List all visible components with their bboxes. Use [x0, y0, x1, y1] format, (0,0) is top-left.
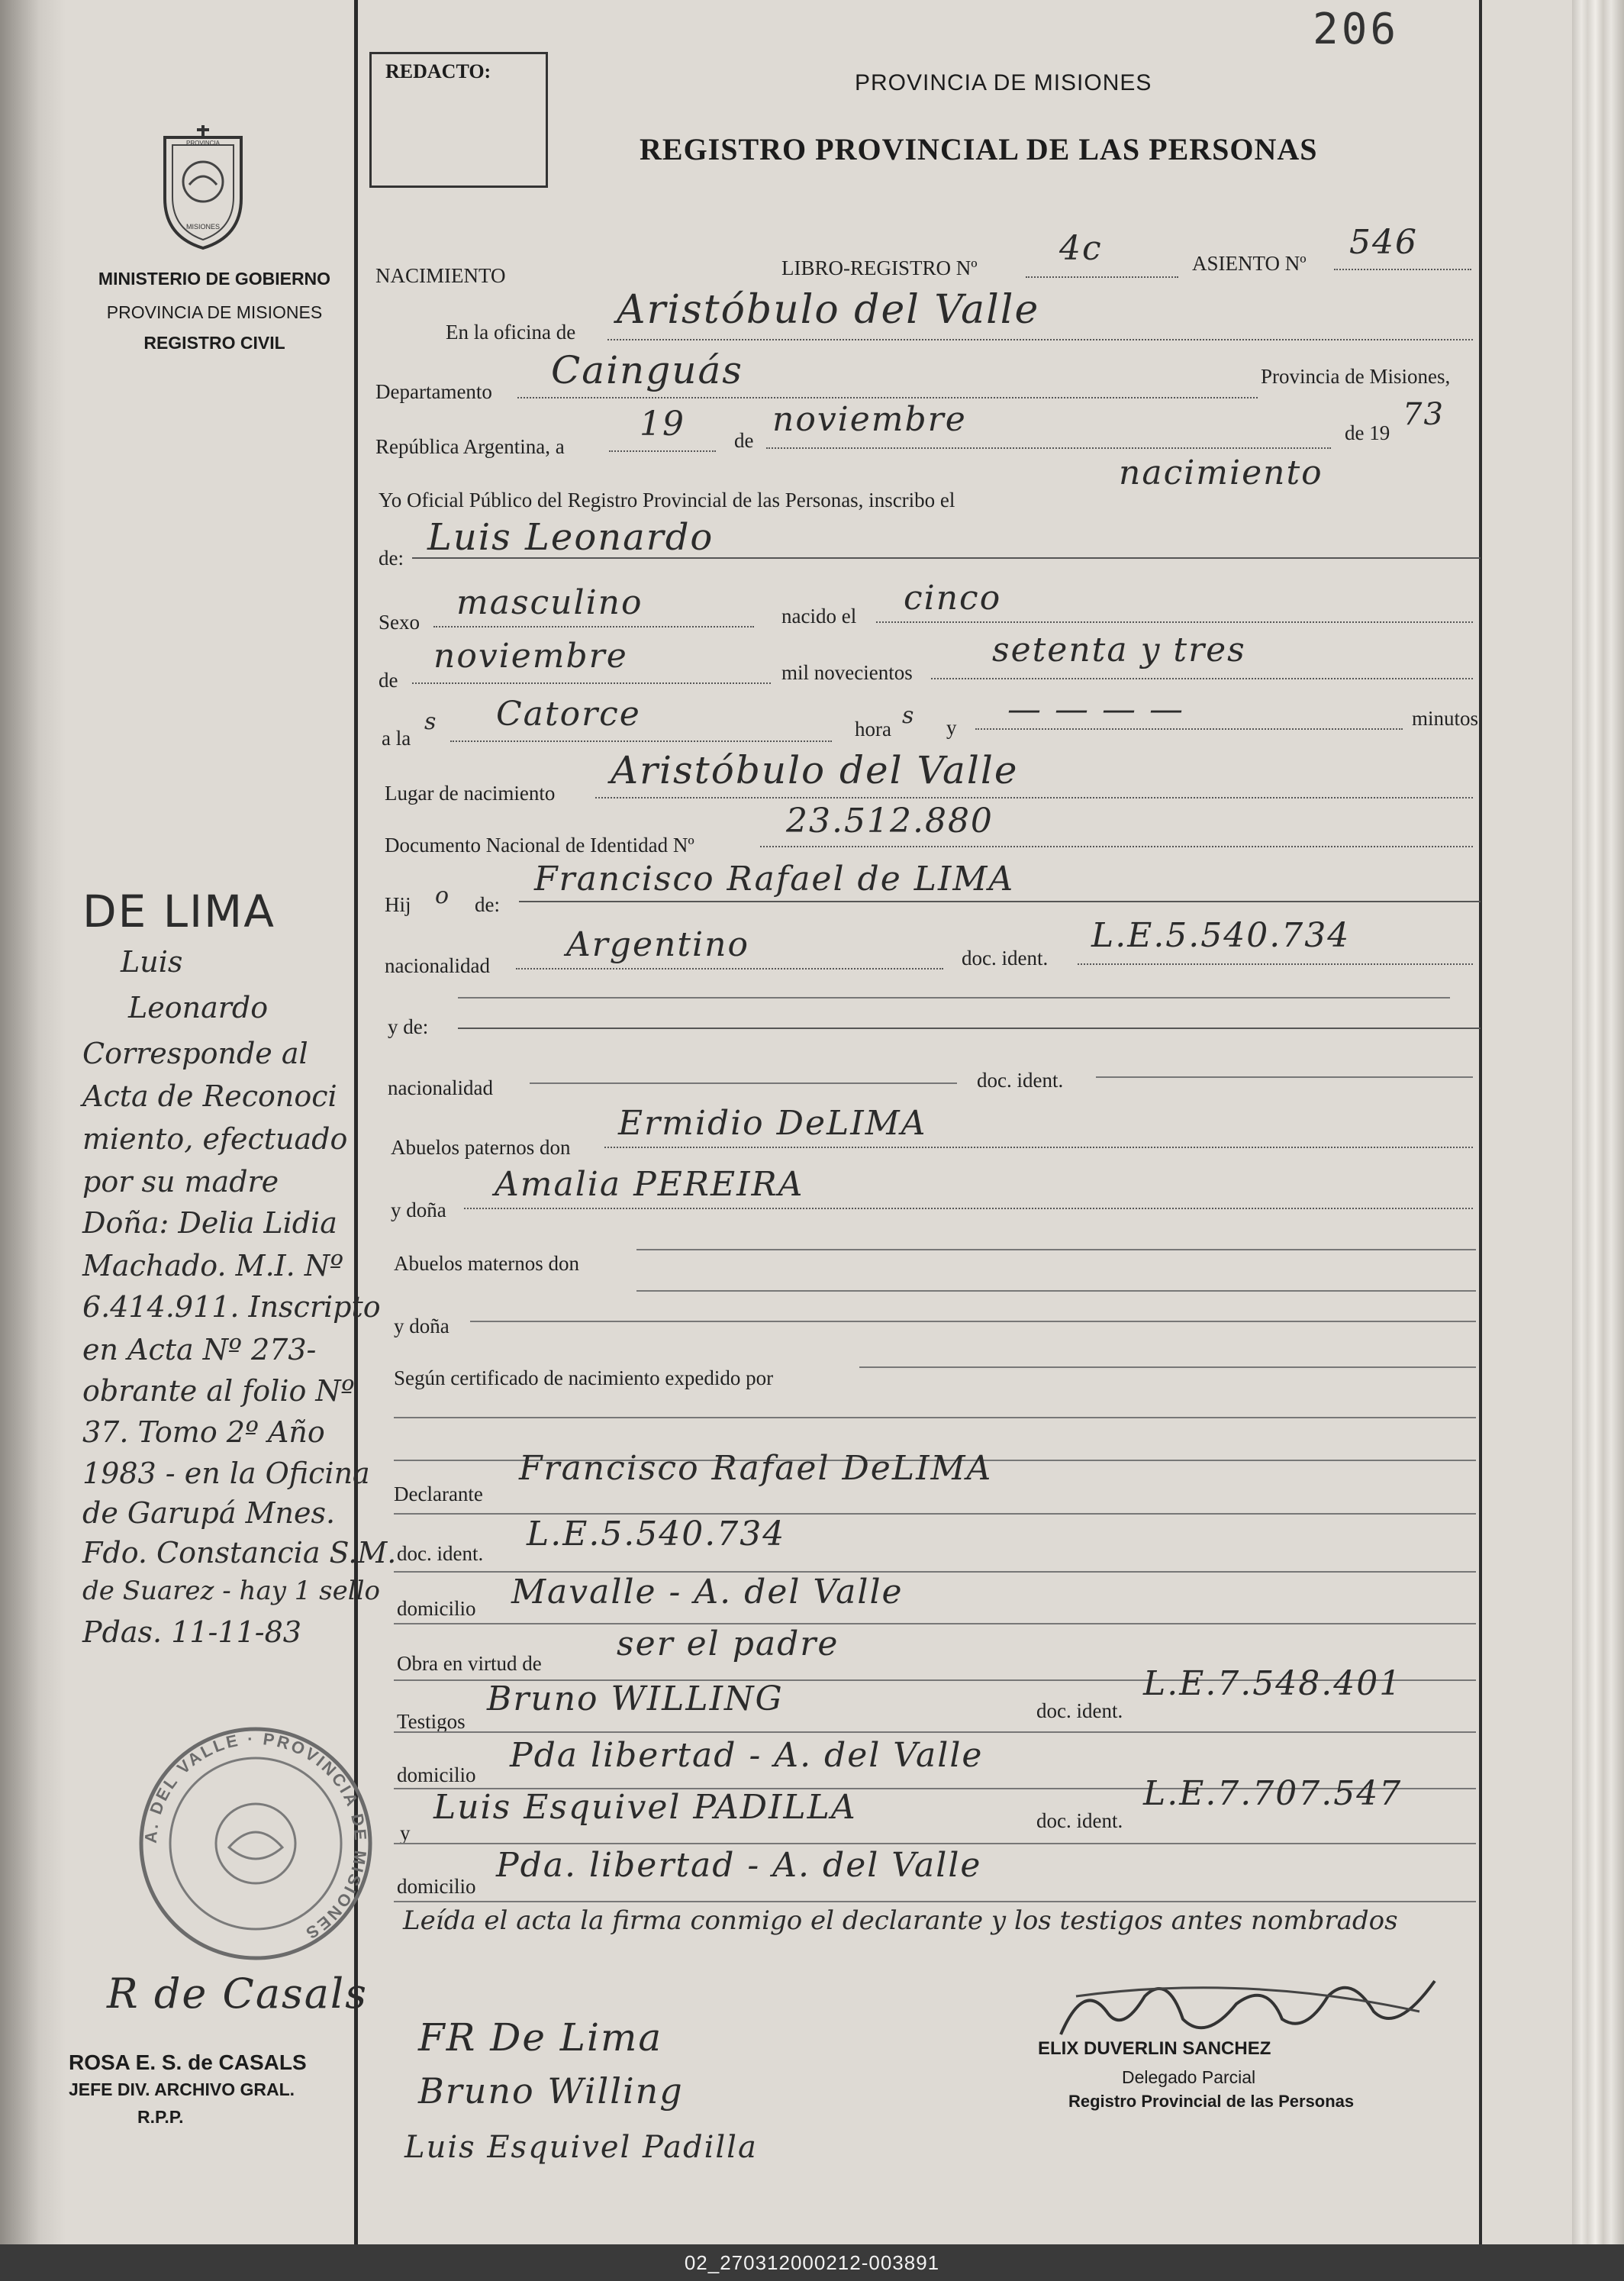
- nacido-line: [876, 621, 1473, 623]
- doc-ident-t2-label: doc. ident.: [1036, 1809, 1123, 1832]
- folio-number: 206: [1313, 5, 1400, 54]
- image-id-bar: [0, 2244, 1624, 2281]
- nombre-value: Luis Leonardo: [427, 516, 714, 559]
- left-province-label: PROVINCIA DE MISIONES: [106, 302, 323, 322]
- sexo-label: Sexo: [379, 611, 420, 634]
- doc-ident-2-line: [1096, 1076, 1473, 1078]
- dia-value: 19: [640, 405, 685, 444]
- mes-nac-line: [412, 682, 771, 684]
- anio-nac-line: [931, 678, 1473, 679]
- abuela-paterna-line: [464, 1208, 1473, 1209]
- nacionalidad-2-line: [530, 1082, 957, 1084]
- circular-stamp-icon: [130, 1718, 382, 1970]
- testigo1-signature: Bruno Willing: [418, 2070, 684, 2112]
- abuelos-maternos-label: Abuelos maternos don: [394, 1252, 579, 1275]
- asiento-line: [1334, 269, 1471, 270]
- margin-note-line: de Suarez - hay 1 sello: [82, 1576, 380, 1606]
- nacido-value: cinco: [904, 579, 1002, 618]
- oficina-label: En la oficina de: [446, 321, 576, 344]
- hora-suffix: s: [902, 702, 916, 729]
- redacto-box: [369, 52, 548, 188]
- lugar-line: [595, 797, 1473, 799]
- a-la-label: a la: [382, 727, 411, 750]
- testigo1-line: [394, 1731, 1476, 1733]
- madre-line: [458, 1028, 1481, 1029]
- certificado-line-2: [394, 1417, 1476, 1418]
- closing-text: Leída el acta la firma conmigo el declarante y los testigos antes nombrados: [403, 1905, 1398, 1936]
- chief-title: JEFE DIV. ARCHIVO GRAL.: [69, 2079, 295, 2099]
- svg-text:PROVINCIA: PROVINCIA: [185, 140, 221, 147]
- chief-abbr: R.P.P.: [137, 2107, 184, 2127]
- abuelo-materno-line: [636, 1249, 1476, 1250]
- nacimiento-label: NACIMIENTO: [375, 264, 506, 287]
- margin-note-line: Luis: [121, 945, 183, 979]
- civil-registry-label: REGISTRO CIVIL: [143, 333, 285, 353]
- testigo1-domicilio-value: Pda libertad - A. del Valle: [510, 1736, 984, 1775]
- testigo2-signature: Luis Esquivel Padilla: [404, 2130, 758, 2165]
- anio-value: 73: [1403, 397, 1445, 432]
- ministry-label: MINISTERIO DE GOBIERNO: [98, 269, 331, 289]
- official-title: Delegado Parcial: [1122, 2067, 1256, 2087]
- y-t2-label: y: [400, 1821, 411, 1844]
- svg-text:MISIONES: MISIONES: [185, 223, 221, 231]
- minutos-label: minutos: [1412, 707, 1479, 730]
- doc-ident-2-label: doc. ident.: [977, 1069, 1064, 1092]
- provincia-misiones-label: Provincia de Misiones,: [1261, 365, 1451, 388]
- testigos-label: Testigos: [397, 1710, 466, 1733]
- obra-en-virtud-label: Obra en virtud de: [397, 1652, 542, 1675]
- chief-name: ROSA E. S. de CASALS: [69, 2050, 307, 2074]
- departamento-label: Departamento: [375, 380, 492, 403]
- y-dona-label: y doña: [391, 1199, 446, 1221]
- hij-suffix: o: [435, 882, 451, 909]
- official-signature-icon: [1053, 1966, 1450, 2050]
- certificado-line: [859, 1366, 1476, 1368]
- sexo-line: [433, 626, 754, 628]
- declarante-domicilio-value: Mavalle - A. del Valle: [511, 1573, 904, 1612]
- domicilio-line: [394, 1623, 1476, 1624]
- asiento-label: ASIENTO Nº: [1192, 252, 1307, 275]
- doc-ident-t1-label: doc. ident.: [1036, 1699, 1123, 1722]
- declarante-signature: FR De Lima: [418, 2015, 663, 2060]
- margin-note-line: 6.414.911. Inscripto: [82, 1290, 381, 1324]
- y-de-label: y de:: [388, 1015, 429, 1038]
- abuela-materna-line: [470, 1321, 1476, 1322]
- minutos-value: — — — —: [1007, 690, 1184, 729]
- svg-text:A. DEL VALLE · PROVINCIA DE MI: A. DEL VALLE · PROVINCIA DE MISIONES: [140, 1728, 371, 1944]
- hij-de-label: de:: [475, 893, 500, 916]
- margin-note-line: Machado. M.I. Nº: [82, 1249, 343, 1282]
- padre-line: [519, 901, 1481, 902]
- libro-line: [1026, 276, 1178, 278]
- testigo1-doc-value: L.E.7.548.401: [1143, 1664, 1403, 1703]
- margin-note-line: por su madre: [82, 1165, 279, 1199]
- mil-novecientos-label: mil novecientos: [781, 661, 913, 684]
- margin-note: [82, 886, 397, 1657]
- abuelo-paterno-line: [604, 1147, 1473, 1148]
- nacionalidad-line: [516, 968, 943, 970]
- redacto-label: REDACTO:: [385, 60, 491, 82]
- testigo2-domicilio-line: [394, 1901, 1476, 1902]
- margin-note-line: Fdo. Constancia S.M.: [82, 1536, 397, 1570]
- margin-note-line: Doña: Delia Lidia: [82, 1206, 337, 1240]
- sexo-value: masculino: [456, 583, 643, 622]
- y-dona-2-label: y doña: [394, 1315, 450, 1337]
- testigo2-domicilio-value: Pda. libertad - A. del Valle: [496, 1846, 982, 1885]
- margin-note-line: de Garupá Mnes.: [82, 1496, 336, 1530]
- lugar-label: Lugar de nacimiento: [385, 782, 556, 805]
- declarante-value: Francisco Rafael DeLIMA: [519, 1449, 993, 1488]
- abuelo-materno-line-2: [636, 1290, 1476, 1292]
- dni-label: Documento Nacional de Identidad Nº: [385, 834, 694, 857]
- anio-nac-value: setenta y tres: [992, 631, 1246, 669]
- nacido-el-label: nacido el: [781, 605, 857, 628]
- y-label: y: [946, 716, 957, 739]
- image-id: 02_270312000212-003891: [684, 2250, 940, 2274]
- abuelo-paterno-value: Ermidio DeLIMA: [618, 1104, 927, 1143]
- margin-note-line: 37. Tomo 2º Año: [82, 1415, 325, 1449]
- de-mes-label: de: [379, 669, 398, 692]
- republica-label: República Argentina, a: [375, 435, 565, 458]
- hora-label: hora: [855, 718, 891, 740]
- abuela-paterna-value: Amalia PEREIRA: [495, 1165, 804, 1204]
- margin-signature: R de Casals: [107, 1970, 368, 2018]
- margin-note-line: DE LIMA: [82, 886, 276, 937]
- de-19-label: de 19: [1345, 421, 1390, 444]
- margin-note-line: 1983 - en la Oficina: [82, 1457, 370, 1490]
- a-la-suffix: s: [424, 708, 438, 735]
- libro-registro-label: LIBRO-REGISTRO Nº: [781, 256, 978, 279]
- testigo2-value: Luis Esquivel PADILLA: [433, 1788, 857, 1827]
- margin-note-line: Acta de Reconoci: [82, 1079, 337, 1113]
- departamento-value: Cainguás: [551, 348, 743, 392]
- margin-note-line: miento, efectuado: [82, 1122, 348, 1156]
- mes-line: [766, 447, 1331, 449]
- testigo1-value: Bruno WILLING: [487, 1679, 784, 1718]
- dni-value: 23.512.880: [786, 802, 994, 840]
- declarante-doc-value: L.E.5.540.734: [527, 1515, 786, 1553]
- nacionalidad-2-label: nacionalidad: [388, 1076, 493, 1099]
- lugar-value: Aristóbulo del Valle: [611, 748, 1019, 792]
- declarante-label: Declarante: [394, 1482, 483, 1505]
- libro-registro-value: 4c: [1059, 229, 1103, 268]
- provincial-emblem-icon: [150, 122, 256, 252]
- de-label: de: [734, 429, 754, 452]
- abuelos-paternos-label: Abuelos paternos don: [391, 1136, 571, 1159]
- padre-nacionalidad-value: Argentino: [566, 925, 749, 964]
- departamento-line: [517, 397, 1258, 398]
- domicilio-t1-label: domicilio: [397, 1763, 476, 1786]
- page-stack-edge: [1572, 0, 1624, 2244]
- margin-note-line: obrante al folio Nº: [82, 1374, 355, 1408]
- official-org: Registro Provincial de las Personas: [1068, 2092, 1355, 2111]
- official-name: ELIX DUVERLIN SANCHEZ: [1038, 2038, 1271, 2059]
- mes-value: noviembre: [772, 400, 967, 439]
- segun-certificado-label: Según certificado de nacimiento expedido por: [394, 1366, 774, 1389]
- hora-value: Catorce: [496, 695, 641, 734]
- oficina-line: [607, 339, 1473, 340]
- testigo2-doc-value: L.E.7.707.547: [1143, 1774, 1403, 1813]
- province-heading: PROVINCIA DE MISIONES: [855, 70, 1152, 95]
- hora-line: [450, 740, 832, 742]
- domicilio-label: domicilio: [397, 1597, 476, 1620]
- padre-doc-value: L.E.5.540.734: [1091, 916, 1351, 955]
- margin-note-line: Corresponde al: [82, 1037, 308, 1070]
- padre-value: Francisco Rafael de LIMA: [534, 860, 1015, 899]
- doc-ident-decl-label: doc. ident.: [397, 1542, 484, 1565]
- right-rule: [1479, 0, 1482, 2244]
- doc-ident-label: doc. ident.: [962, 947, 1049, 970]
- dni-line: [760, 846, 1473, 847]
- mes-nac-value: noviembre: [433, 637, 628, 676]
- testigo2-line: [394, 1843, 1476, 1844]
- margin-note-line: Pdas. 11-11-83: [82, 1615, 301, 1649]
- domicilio-t2-label: domicilio: [397, 1875, 476, 1898]
- asiento-value: 546: [1349, 223, 1418, 262]
- dia-line: [609, 450, 716, 452]
- oficina-value: Aristóbulo del Valle: [617, 287, 1040, 333]
- de-nombre-label: de:: [379, 547, 404, 569]
- padre-doc-line: [1078, 963, 1473, 965]
- obra-en-virtud-value: ser el padre: [617, 1624, 839, 1663]
- madre-line-upper: [458, 997, 1450, 999]
- hij-label: Hij: [385, 893, 411, 916]
- margin-note-line: Leonardo: [128, 991, 269, 1024]
- binding-shadow: [0, 0, 66, 2244]
- yo-oficial-label: Yo Oficial Público del Registro Provincial de las Personas, inscribo el: [379, 489, 955, 511]
- inscribo-value: nacimiento: [1119, 453, 1323, 492]
- margin-note-line: en Acta Nº 273-: [82, 1333, 317, 1366]
- registry-heading: REGISTRO PROVINCIAL DE LAS PERSONAS: [640, 132, 1318, 166]
- nacionalidad-label: nacionalidad: [385, 954, 490, 977]
